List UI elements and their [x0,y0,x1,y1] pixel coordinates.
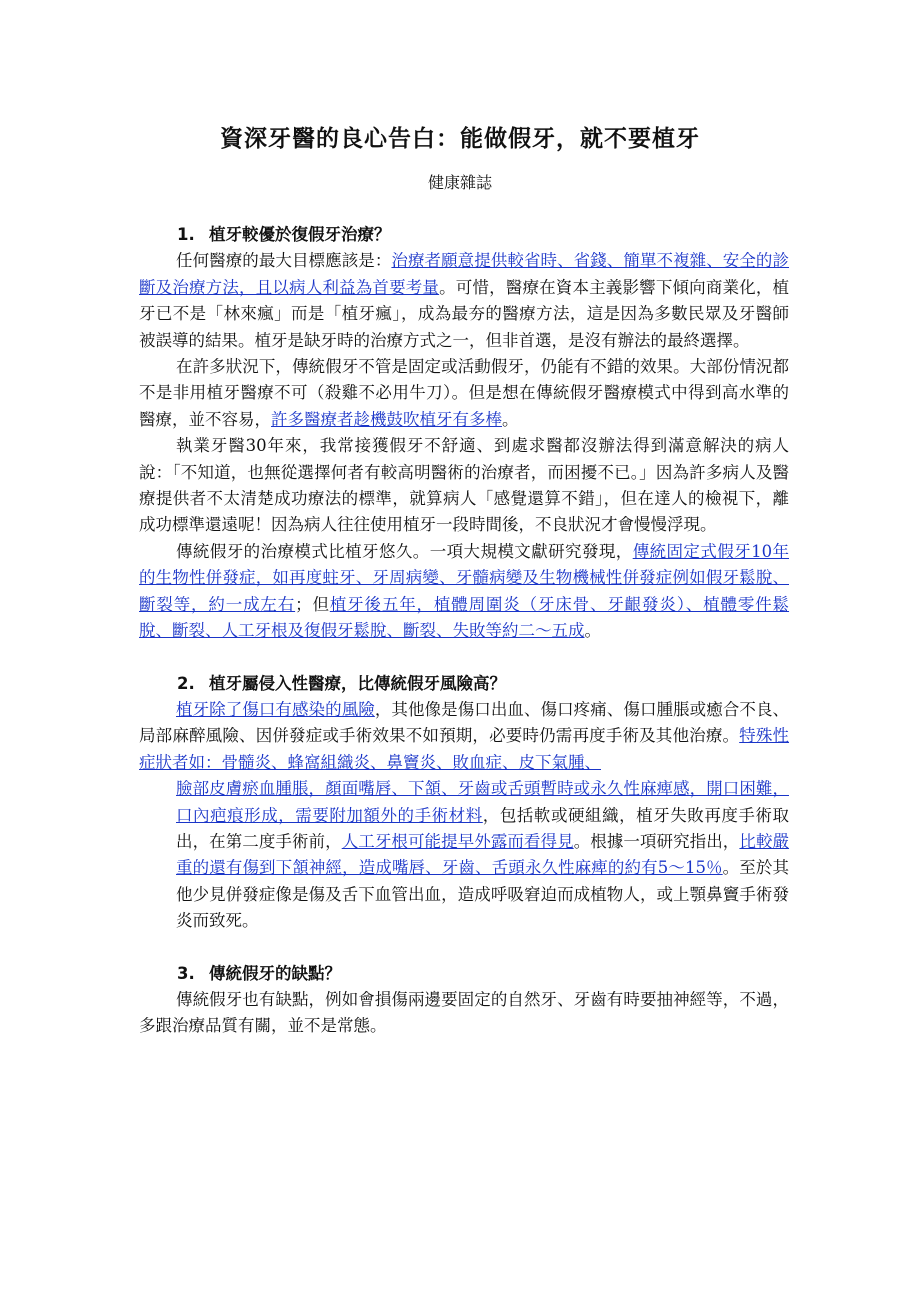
text-run: ；但 [295,594,330,614]
inline-link[interactable]: 植牙除了傷口有感染的風險 [176,699,375,719]
paragraph [139,776,789,934]
text-run: ，包括軟或硬組織，植牙失敗再度手術取出，在第二度手術前， [176,805,790,851]
section-2-heading [139,671,789,697]
text-run: 。至於其他少見併發症像是傷及舌下血管出血，造成呼吸窘迫而成植物人，或上顎鼻竇手術發炎而致死。 [176,858,790,931]
section-title: 植牙較優於復假牙治療？ [209,225,391,244]
section-title: 傳統假牙的缺點？ [209,963,341,983]
section-number: 2. [177,673,195,693]
inline-link[interactable]: 比較嚴重的還有傷到下頷神經，造成嘴唇、牙齒、舌頭永久性麻痺的約有5～15％ [176,831,790,878]
text-run: 。可惜，醫療在資本主義影響下傾向商業化，植牙已不是「林來瘋」而是「植牙瘋」，成為最夯的醫療方法，這是因為多數民眾及牙醫師被誤導的結果。植牙是缺牙時的治療方式之一，但非首選，是沒有辦法的最終選擇。 [139,277,790,350]
article-source: 健康雜誌 [427,173,492,192]
spacer [139,645,789,671]
article-title: 資深牙醫的良心告白：能做假牙，就不要植牙 [220,126,700,152]
section-3-heading [139,961,789,987]
text-run: ，其他像是傷口出血、傷口疼痛、傷口腫脹或癒合不良、局部麻醉風險、因併發症或手術效果不如預期，必要時仍需再度手術及其他治療。 [139,699,790,746]
paragraph: 傳統假牙也有缺點，例如會損傷兩邊要固定的自然牙、牙齒有時要抽神經等，不過，多跟治療品質有關，並不是常態。 [139,989,789,1036]
paragraph [139,354,789,433]
inline-link[interactable]: 植牙後五年，植體周圍炎（牙床骨、牙齦發炎）、植體零件鬆脫、斷裂、人工牙根及復假牙鬆脫、斷裂、失敗等約二～五成 [139,594,790,641]
text-run: 。根據一項研究指出， [573,831,740,851]
inline-link[interactable]: 傳統固定式假牙10年的生物性併發症，如再度蛀牙、牙周病變、牙髓病變及生物機械性併發症例如假牙鬆脫、斷裂等，約一成左右 [139,541,789,614]
spacer [139,935,789,961]
paragraph: 執業牙醫30年來，我常接獲假牙不舒適、到處求醫都沒辦法得到滿意解決的病人說：「不知道，也無從選擇何者有較高明醫術的治療者，而困擾不已。」因為許多病人及醫療提供者不太清楚成功療法的標準，就算病人「感覺還算不錯」，但在達人的檢視下，離成功標準還遠呢！因為病人往往使用植牙一段時間後，不良狀況才會慢慢浮現。 [139,436,789,535]
paragraph [139,697,789,776]
inline-link[interactable]: 人工牙根可能提早外露而看得見 [341,831,574,851]
paragraph [139,248,789,354]
inline-link[interactable]: 臉部皮膚瘀血腫脹，顏面嘴唇、下頷、牙齒或舌頭暫時或永久性麻痺感，開口困難，口內疤痕形成，需要附加額外的手術材料 [176,779,789,825]
text-run: 在許多狀況下，傳統假牙不管是固定或活動假牙，仍能有不錯的效果。大部份情況都不是非用植牙醫療不可（殺雞不必用牛刀）。但是想在傳統假牙醫療模式中得到高水準的醫療，並不容易， [139,357,789,429]
text-run: 。 [502,409,519,429]
inline-link[interactable]: 特殊性症狀者如：骨髓炎、蜂窩組織炎、鼻竇炎、敗血症、皮下氣腫、 [139,726,790,772]
section-number: 1. [177,225,195,244]
paragraph [139,539,789,645]
inline-link[interactable]: 許多醫療者趁機鼓吹植牙有多棒 [271,409,502,429]
article-body [139,222,789,1040]
text-run: 。 [584,621,601,641]
text-run: 傳統假牙的治療模式比植牙悠久。一項大規模文獻研究發現， [176,541,633,561]
text-run: 任何醫療的最大目標應該是： [176,251,392,271]
section-number: 3. [177,963,195,983]
section-1-heading [139,222,789,248]
inline-link[interactable]: 治療者願意提供較省時、省錢、簡單不複雜、安全的診斷及治療方法，且以病人利益為首要考量 [139,251,790,297]
section-title: 植牙屬侵入性醫療，比傳統假牙風險高？ [209,673,506,693]
